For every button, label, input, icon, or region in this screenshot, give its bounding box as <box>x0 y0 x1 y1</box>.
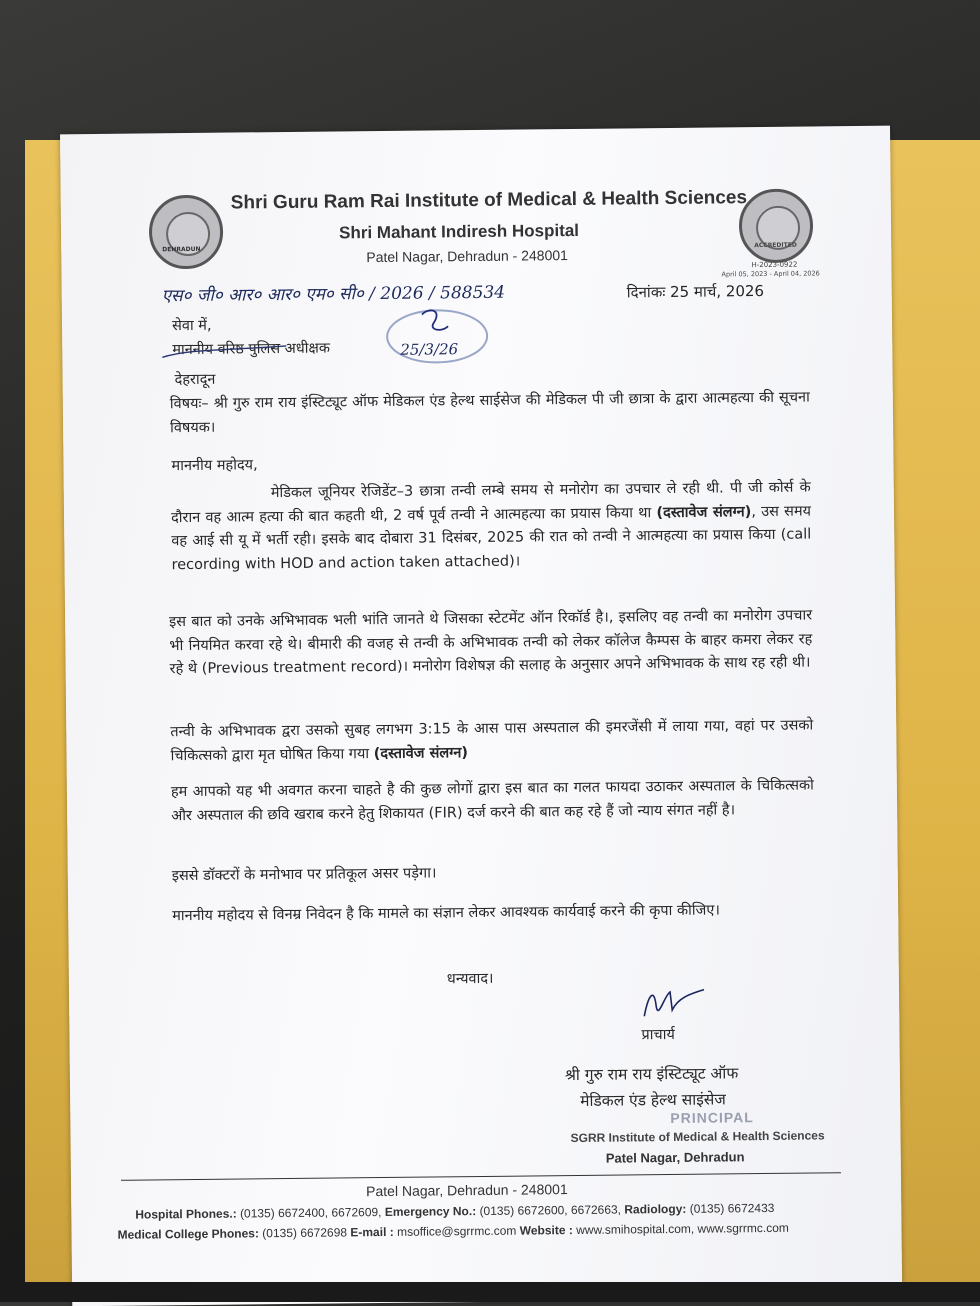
institute-seal-logo <box>149 195 224 270</box>
bottom-shadow <box>0 1282 980 1302</box>
paragraph-2: इस बात को उनके अभिभावक भली भांति जानते थे जिसका स्टेटमेंट ऑन रिकॉर्ड है।, इसलिए वह तन्वी का मनोरोग उपचार भी नियमित करवा रहे थे। बीमारी की वजह से तन्वी के अभिभावक तन्वी को लेकर कॉलेज कैम्पस के बाहर कमरा लेकर रह रहे थे (Previous treatment record)। मनोरोग विशेषज्ञ की सलाह के अनुसार अपने अभिभावक के साथ रह रही थी। <box>169 607 813 678</box>
letter-date: दिनांकः 25 मार्च, 2026 <box>626 281 765 302</box>
accreditation-validity: April 05, 2023 - April 04, 2026 <box>721 269 820 279</box>
paragraph-4: हम आपको यह भी अवगत करना चाहते है की कुछ लोगों द्वारा इस बात का गलत फायदा उठाकर अस्पताल के चिकित्सको और अस्पताल की छवि खराब करने हेतु शिकायत (FIR) दर्ज करने की बात कह रहे हैं जो न्याय संगत नहीं है। <box>170 777 814 824</box>
subject: विषयः– श्री गुरु राम राय इंस्टिट्यूट ऑफ मेडिकल एंड हेल्थ साईसेज की मेडिकल पी जी छात्रा के द्वारा आत्महत्या की सूचना विषयक। <box>169 389 810 436</box>
left-seal-caption: DEHRADUN <box>162 245 201 254</box>
city: देहरादून <box>174 371 216 389</box>
footer-college-line: Medical College Phones: (0135) 6672698 E-mail : msoffice@sgrrmc.com Website : www.smihospital.com, www.sgrrmc.com <box>117 1220 789 1242</box>
accreditation-badge: ACCREDITED <box>754 241 797 250</box>
footer-address: Patel Nagar, Dehradun - 248001 <box>366 1181 568 1200</box>
accreditation-code: H-2023-0922 <box>751 260 798 270</box>
seva-mein: सेवा में, <box>171 317 212 335</box>
signoff-line-1: श्री गुरु राम राय इंस्टिट्यूट ऑफ <box>564 1064 739 1085</box>
salutation: माननीय महोदय, <box>171 457 258 475</box>
header-address: Patel Nagar, Dehradun - 248001 <box>366 247 568 266</box>
institute-name: Shri Guru Ram Rai Institute of Medical & Health Sciences <box>230 187 748 214</box>
hospital-name: Shri Mahant Indiresh Hospital <box>338 220 580 243</box>
paragraph-1: मेडिकल जूनियर रेजिडेंट–3 छात्रा तन्वी लम्बे समय से मनोरोग का उपचार ले रही थी. पी जी कोर्स के दौरान वह आत्म हत्या की बात कहती थी, 2 वर्ष पूर्व तन्वी ने आत्महत्या का प्रयास किया था (दस्तावेज संलग्न), उस समय वह आई सी यू में भर्ती रही। इसके बाद दोबारा 31 दिसंबर, 2025 की रात को तन्वी ने आत्महत्या का प्रयास किया (call recording with HOD and action taken attached)। <box>170 479 812 573</box>
reference-number: एस० जी० आर० आर० एम० सी० / 2026 / 588534 <box>161 282 506 307</box>
letter-page <box>60 126 902 1306</box>
signature <box>634 976 715 1027</box>
recipient: माननीय वरिष्ठ पुलिस अधीक्षक <box>172 340 331 359</box>
accreditation-seal-logo <box>739 188 814 263</box>
footer-phones-line: Hospital Phones.: (0135) 6672400, 6672609, Emergency No.: (0135) 6672600, 6672663, Radiology: (0135) 6672433 <box>135 1200 775 1222</box>
handwritten-underline <box>160 342 290 363</box>
stamp-institute: SGRR Institute of Medical & Health Sciences <box>570 1128 825 1146</box>
thanks: धन्यवाद। <box>446 970 494 988</box>
paragraph-6: माननीय महोदय से विनम्र निवेदन है कि मामले का संज्ञान लेकर आवश्यक कार्यवाई करने की कृपा कीजिए। <box>172 902 720 925</box>
received-stamp-date: 25/3/26 <box>400 340 459 359</box>
designation: प्राचार्य <box>641 1026 675 1044</box>
paragraph-3: तन्वी के अभिभावक द्वरा उसको सुबह लगभग 3:15 के आस पास अस्पताल की इमरजेंसी में लाया गया, वहां पर उसको चिकित्सको द्वारा मृत घोषित किया गया (दस्तावेज संलग्न) <box>170 717 814 764</box>
paragraph-5: इससे डॉक्टरों के मनोभाव पर प्रतिकूल असर पड़ेगा। <box>171 865 437 885</box>
principal-stamp: PRINCIPAL <box>670 1109 754 1127</box>
signoff-line-2: मेडिकल एंड हेल्थ साइंसेज <box>580 1090 726 1110</box>
stamp-city: Patel Nagar, Dehradun <box>605 1149 745 1166</box>
footer-divider <box>121 1172 841 1181</box>
